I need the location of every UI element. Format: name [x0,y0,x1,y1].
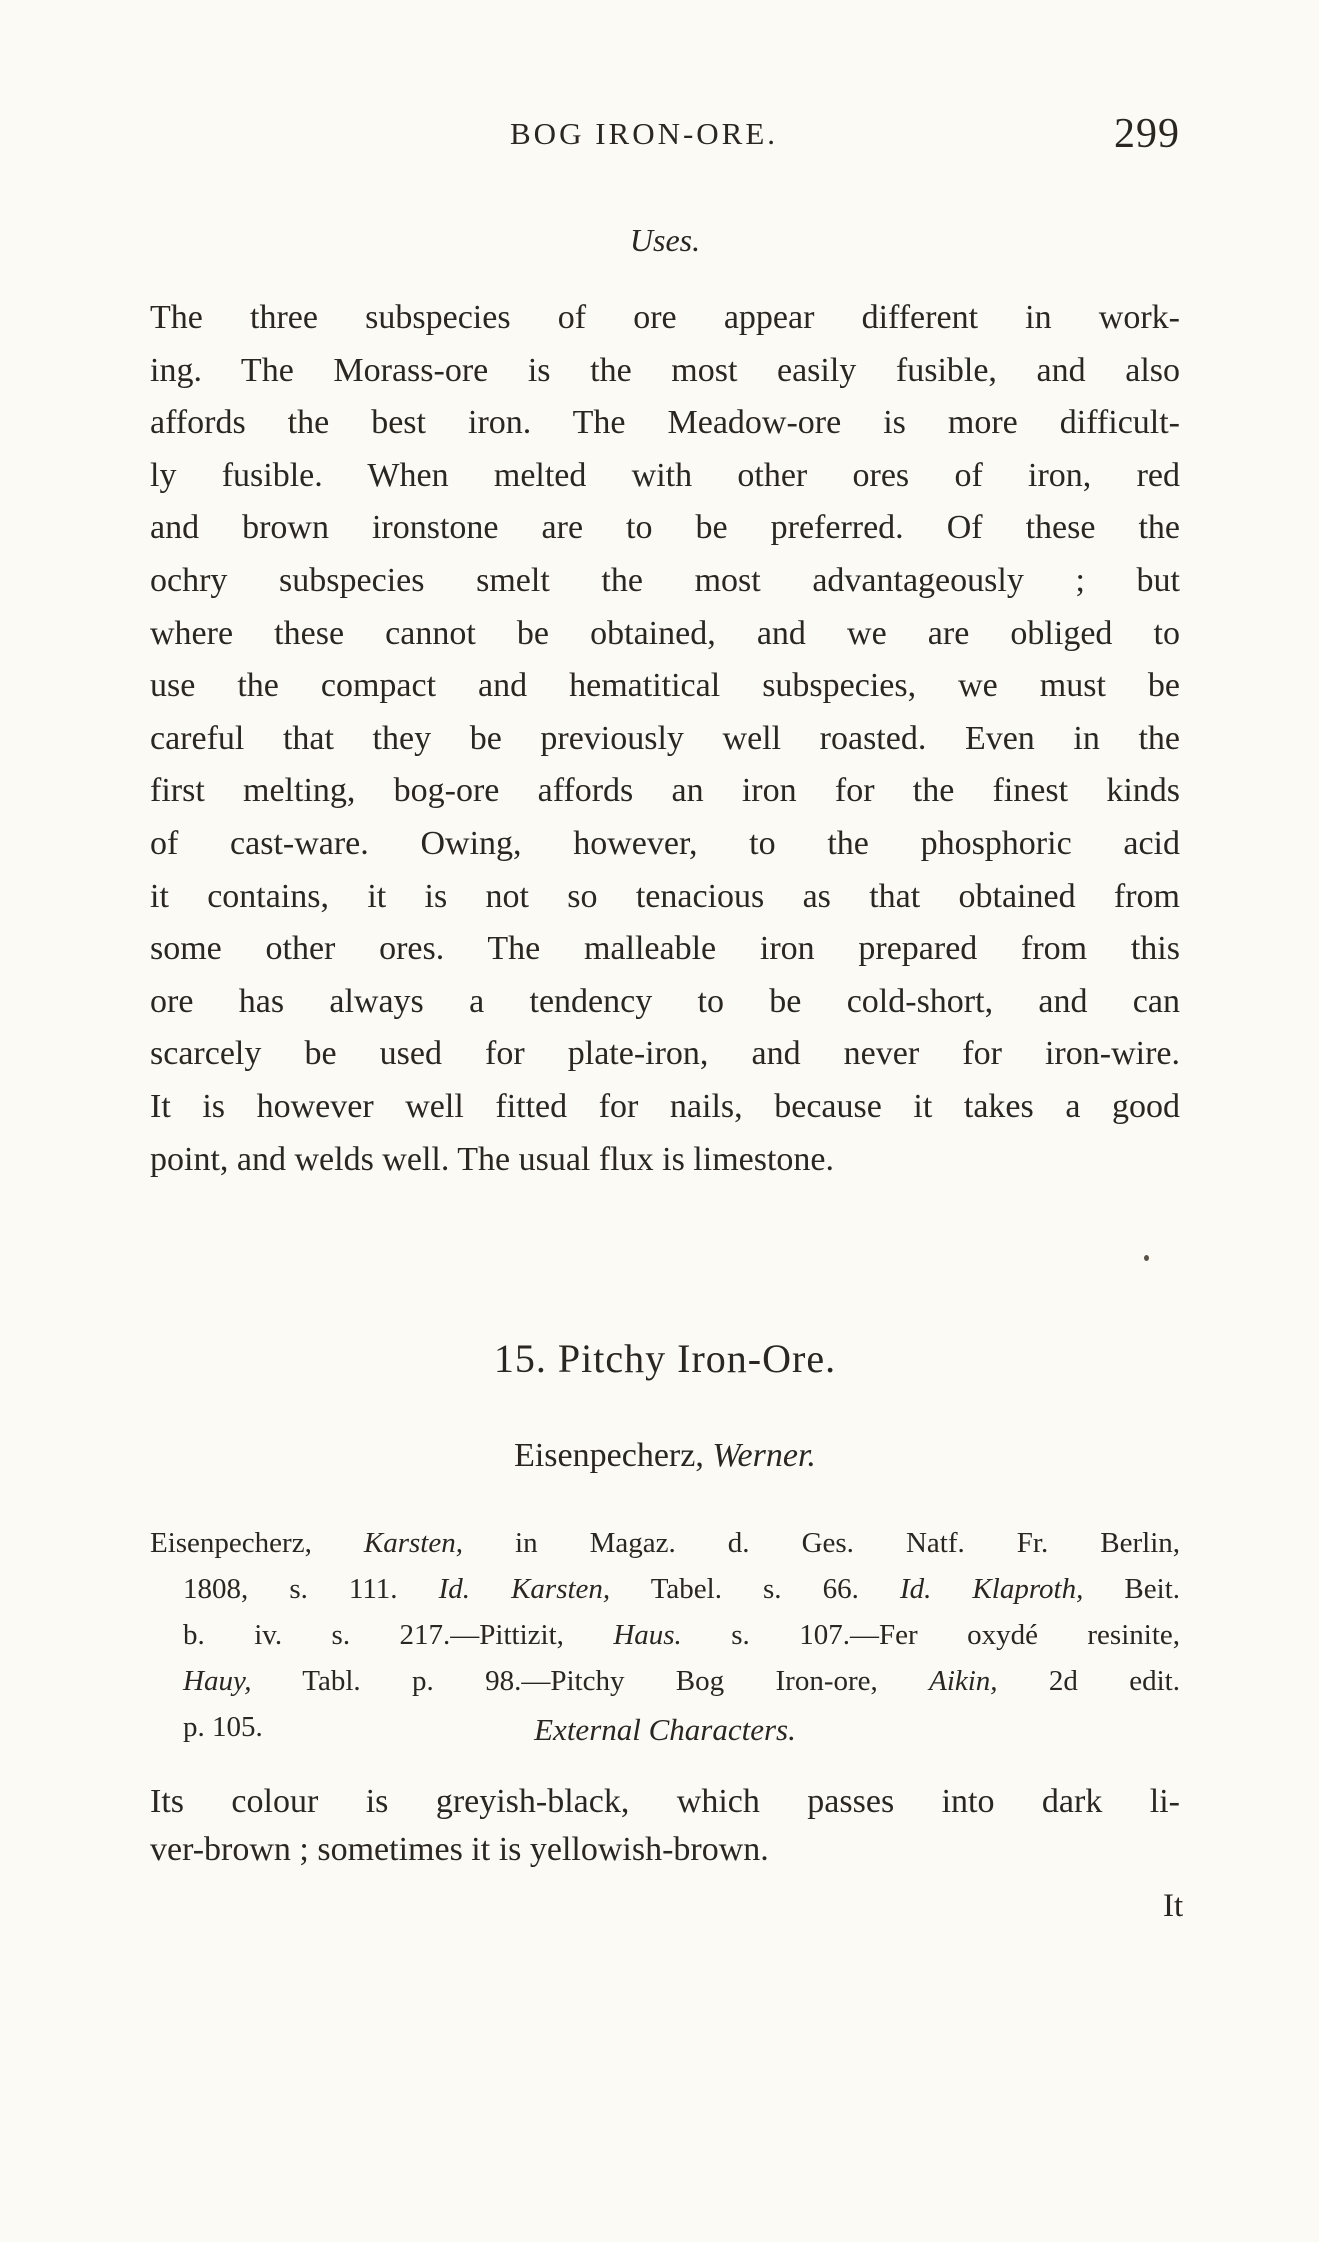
species-synonym [150,1437,1180,1475]
text-line: use the compact and hematitical subspecies, we must be [150,667,1180,705]
text-line: and brown ironstone are to be preferred. Of these the [150,509,1180,547]
text-line: it contains, it is not so tenacious as that obtained from [150,877,1180,915]
text-line: scarcely be used for plate-iron, and never for iron-wire. [150,1035,1180,1073]
text-line: The three subspecies of ore appear different in work- [150,299,1180,336]
reference-line [150,1566,1180,1612]
reference-line [150,1520,1180,1566]
text-line: Its colour is greyish-black, which passes into dark li- [150,1783,1180,1820]
text-line: ing. The Morass-ore is the most easily fusible, and also [150,351,1180,389]
ref-text: Beit. [1083,1573,1181,1605]
reference-line: p. 105. [183,1711,263,1743]
text-line: ly fusible. When melted with other ores of iron, red [150,456,1180,494]
ref-text: s. 107.—Fer oxydé resinite, [681,1619,1180,1651]
ref-author: Aikin, [929,1665,998,1697]
ink-speck [1144,1255,1149,1261]
ref-author: Karsten, [363,1527,463,1559]
text-line: of cast-ware. Owing, however, to the phosphoric acid [150,824,1180,862]
text-line: careful that they be previously well roasted. Even in the [150,719,1180,757]
ref-author: Id. Klaproth, [899,1573,1084,1605]
ref-text: Tabl. p. 98.—Pitchy Bog Iron-ore, [251,1665,930,1697]
ref-text: 1808, s. 111. [183,1573,439,1605]
text-line: affords the best iron. The Meadow-ore is more difficult- [150,404,1180,442]
ref-text: b. iv. s. 217.—Pittizit, [183,1619,614,1651]
text-line: point, and welds well. The usual flux is limestone. [150,1140,835,1178]
uses-heading: Uses. [629,222,701,258]
text-line: It is however well fitted for nails, because it takes a good [150,1087,1180,1125]
text-line: ver-brown ; sometimes it is yellowish-brown. [150,1831,769,1868]
text-line: first melting, bog-ore affords an iron for the finest kinds [150,772,1180,810]
synonym-author: Werner. [712,1437,816,1474]
synonym-name: Eisenpecherz, [514,1437,713,1474]
ref-text: in Magaz. d. Ges. Natf. Fr. Berlin, [462,1527,1180,1559]
ref-author: Hauy, [183,1665,252,1697]
ref-text: Tabel. s. 66. [610,1573,900,1605]
ref-author: Id. Karsten, [438,1573,611,1605]
ref-text: 2d edit. [997,1665,1180,1697]
uses-paragraph [150,292,1180,1186]
text-line: ochry subspecies smelt the most advantageously ; but [150,561,1180,599]
external-characters-heading: External Characters. [534,1712,796,1747]
species-title: 15. Pitchy Iron-Ore. [493,1336,837,1381]
external-characters-paragraph [150,1778,1180,1874]
running-title: BOG IRON-ORE. [510,116,779,151]
ref-text: Eisenpecherz, [150,1527,364,1559]
running-head [150,110,1180,170]
catchword: It [1163,1888,1184,1924]
reference-line [150,1658,1180,1704]
page-number: 299 [1114,111,1180,157]
ref-author: Haus. [613,1619,682,1651]
text-line: some other ores. The malleable iron prepared from this [150,930,1180,968]
text-line: ore has always a tendency to be cold-short, and can [150,982,1180,1020]
text-line: where these cannot be obtained, and we are obliged to [150,614,1180,652]
reference-line [150,1612,1180,1658]
